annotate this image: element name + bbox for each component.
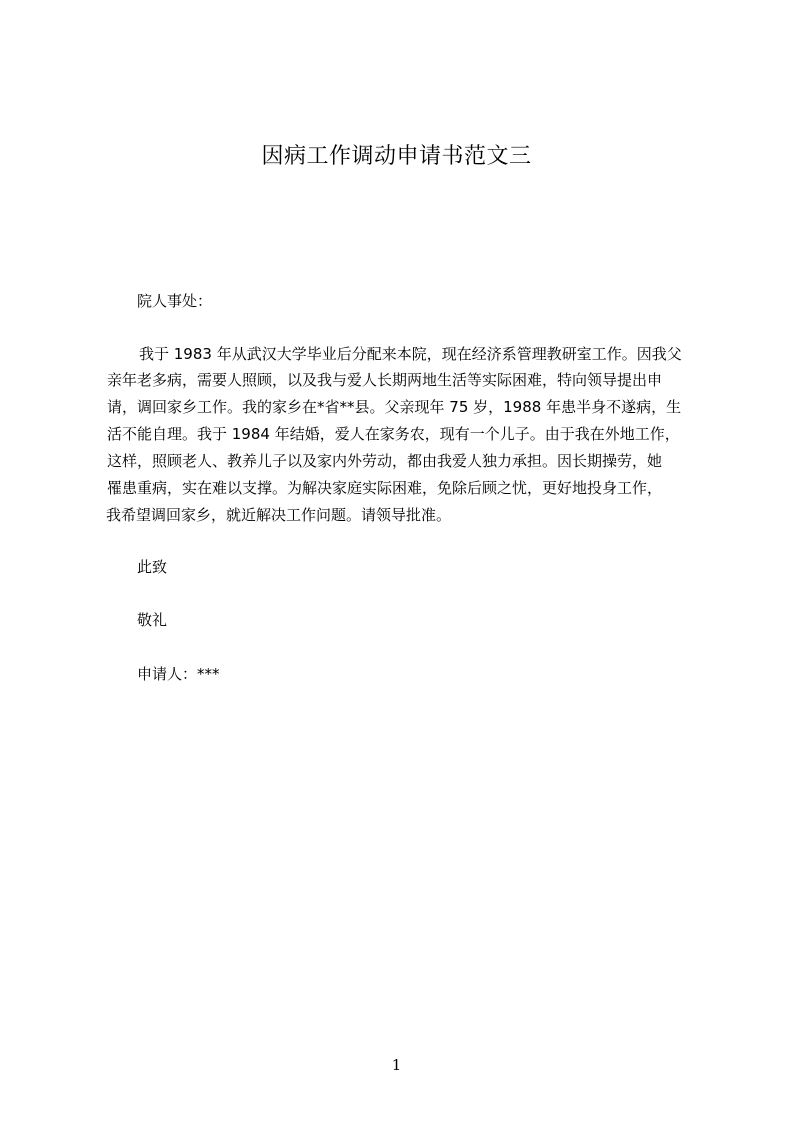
document-title: 因病工作调动申请书范文三 [261, 144, 532, 169]
closing-jing-li: 敬礼 [137, 611, 168, 629]
page-number: 1 [391, 1056, 402, 1074]
body-line: 我希望调回家乡，就近解决工作问题。请领导批准。 [106, 506, 452, 524]
body-line: 罹患重病，实在难以支撑。为解决家庭实际困难，免除后顾之忧，更好地投身工作， [107, 479, 663, 497]
body-line: 这样，照顾老人、教养儿子以及家内外劳动，都由我爱人独力承担。因长期操劳，她 [107, 452, 663, 470]
body-line: 活不能自理。我于 1984 年结婚，爱人在家务农，现有一个儿子。由于我在外地工作， [107, 425, 680, 443]
signature: 申请人：*** [137, 665, 220, 683]
closing-ci-zhi: 此致 [137, 558, 168, 576]
salutation: 院人事处： [137, 292, 213, 310]
body-line: 请，调回家乡工作。我的家乡在*省**县。父亲现年 75 岁，1988 年患半身不遂病，生 [107, 398, 682, 416]
body-line: 亲年老多病，需要人照顾，以及我与爱人长期两地生活等实际困难，特向领导提出申 [107, 371, 663, 389]
body-line: 我于 1983 年从武汉大学毕业后分配来本院，现在经济系管理教研室工作。因我父 [139, 345, 682, 363]
